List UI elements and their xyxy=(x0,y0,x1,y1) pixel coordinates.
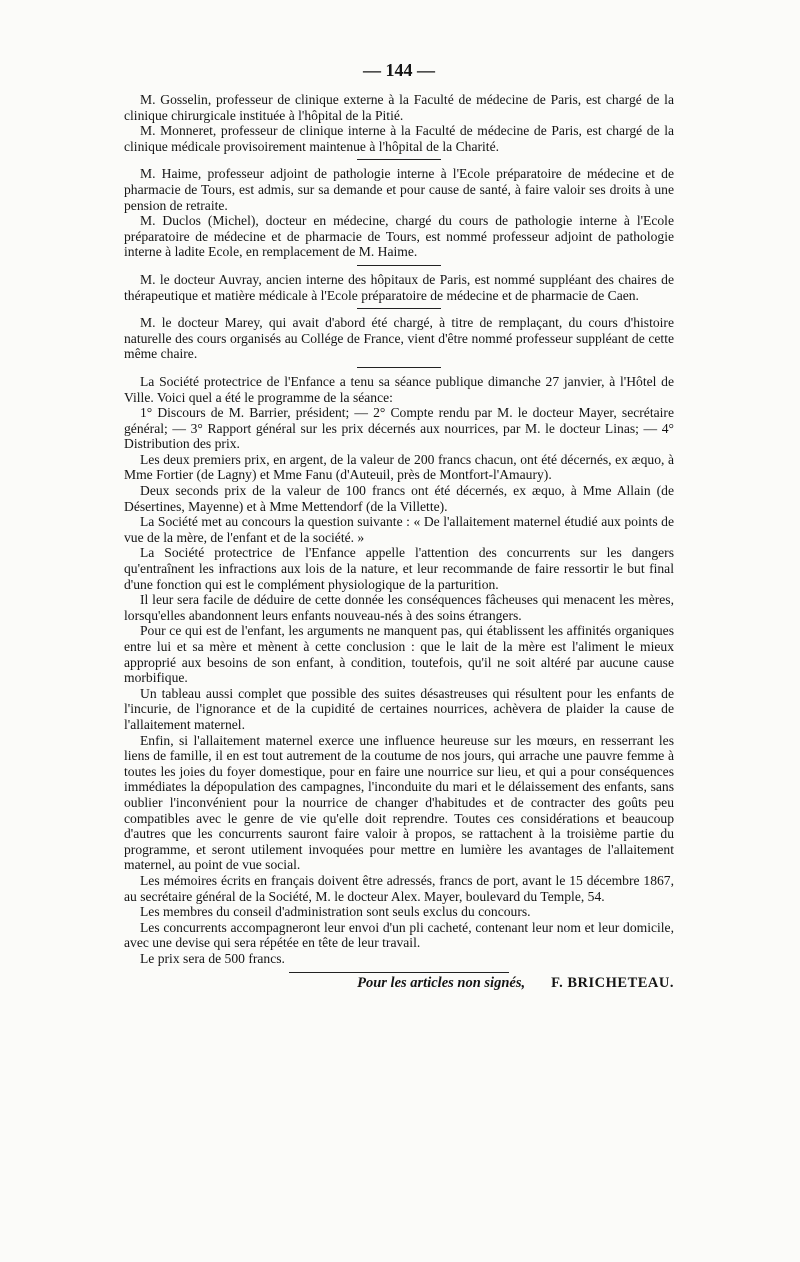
paragraph: M. Monneret, professeur de clinique interne à la Faculté de médecine de Paris, est chargé de la clinique médicale provisoirement maintenue à l'hôpital de la Charité. xyxy=(124,123,674,154)
news-section xyxy=(124,92,674,154)
paragraph: M. Duclos (Michel), docteur en médecine, chargé du cours de pathologie interne à l'Ecole préparatoire de médecine et de pharmacie de Tours, est nommé professeur adjoint de pathologie interne à ladite Ecole, en remplacement de M. Haime. xyxy=(124,213,674,260)
paragraph: Enfin, si l'allaitement maternel exerce une influence heureuse sur les mœurs, en resserrant les liens de famille, il en est tout autrement de la coutume de nos jours, qui arrache une pauvre femme à toutes les joies du foyer domestique, pour en faire une nourrice sur lieu, et qui a pour conséquences immédiates la dépopulation des campagnes, l'inconduite du mari et le délaissement des enfants, sans oublier l'inconvénient pour la nourrice de changer d'habitudes et de contracter des goûts peu compatibles avec le genre de vie qu'elle doit reprendre. Toutes ces considérations et beaucoup d'autres que les concurrents sauront faire valoir à propos, se rattachent à la troisième partie du programme, et seront utilement invoquées pour mettre en lumière les avantages de l'allaitement maternel, au point de vue social. xyxy=(124,732,674,873)
signature: F. BRICHETEAU. xyxy=(551,975,674,992)
paragraph: Pour ce qui est de l'enfant, les arguments ne manquent pas, qui établissent les affinités organiques entre lui et sa mère et mènent à cette conclusion : que le lait de la mère est l'aliment le mieux approprié aux besoins de son enfant, à condition, toutefois, qu'il ne soit altéré par aucune cause morbifique. xyxy=(124,623,674,686)
paragraph: Les mémoires écrits en français doivent être adressés, francs de port, avant le 15 décembre 1867, au secrétaire général de la Société, M. le docteur Alex. Mayer, boulevard du Temple, 54. xyxy=(124,872,674,904)
paragraph: M. Gosselin, professeur de clinique externe à la Faculté de médecine de Paris, est chargé de la clinique chirurgicale instituée à l'hôpital de la Pitié. xyxy=(124,92,674,123)
news-section xyxy=(124,374,674,967)
paragraph: M. le docteur Marey, qui avait d'abord été chargé, à titre de remplaçant, du cours d'histoire naturelle des cours organisés au Collége de France, vient d'être nommé professeur suppléant de cette même chaire. xyxy=(124,315,674,362)
document-page xyxy=(124,60,674,992)
news-section xyxy=(124,315,674,362)
paragraph: Il leur sera facile de déduire de cette donnée les conséquences fâcheuses qui menacent les mères, lorsqu'elles abandonnent leurs enfants nouveau-nés à des soins étrangers. xyxy=(124,592,674,623)
news-section xyxy=(124,272,674,303)
section-separator xyxy=(357,265,441,266)
paragraph: 1° Discours de M. Barrier, président; — 2° Compte rendu par M. le docteur Mayer, secrétaire général; — 3° Rapport général sur les prix décernés aux nourrices, par M. le docteur Linas; — 4° Distribution des prix. xyxy=(124,405,674,452)
footer-label: Pour les articles non signés, xyxy=(357,975,526,992)
paragraph: M. Haime, professeur adjoint de pathologie interne à l'Ecole préparatoire de médecine et de pharmacie de Tours, est admis, sur sa demande et pour cause de santé, à faire valoir ses droits à une pension de retraite. xyxy=(124,166,674,213)
paragraph: Les concurrents accompagneront leur envoi d'un pli cacheté, contenant leur nom et leur domicile, avec une devise qui sera répétée en tête de leur travail. xyxy=(124,919,674,951)
page-number: — 144 — xyxy=(363,60,435,80)
paragraph: M. le docteur Auvray, ancien interne des hôpitaux de Paris, est nommé suppléant des chaires de thérapeutique et matière médicale à l'Ecole préparatoire de médecine et de pharmacie de Caen. xyxy=(124,271,674,303)
paragraph: Les deux premiers prix, en argent, de la valeur de 200 francs chacun, ont été décernés, ex æquo, à Mme Fortier (de Lagny) et Mme Fanu (d'Auteuil, près de Montfort-l'Amaury). xyxy=(124,451,674,483)
paragraph: La Société met au concours la question suivante : « De l'allaitement maternel étudié aux points de vue de la mère, de l'enfant et de la société. » xyxy=(124,514,674,545)
paragraph: La Société protectrice de l'Enfance appelle l'attention des concurrents sur les dangers qu'entraînent les infractions aux lois de la nature, et leur recommande de faire ressortir le but final d'une fonction qui est le complément physiologique de la parturition. xyxy=(124,545,674,592)
news-section xyxy=(124,166,674,260)
section-separator xyxy=(357,308,441,309)
paragraph: Les membres du conseil d'administration sont seuls exclus du concours. xyxy=(140,904,531,920)
paragraph: La Société protectrice de l'Enfance a tenu sa séance publique dimanche 27 janvier, à l'Hôtel de Ville. Voici quel a été le programme de la séance: xyxy=(124,373,674,405)
document-body xyxy=(124,92,674,966)
paragraph: Deux seconds prix de la valeur de 100 francs ont été décernés, ex æquo, à Mme Allain (de Désertines, Mayenne) et à Mme Mettendorf (de la Villette). xyxy=(124,483,674,514)
footer-rule xyxy=(289,972,509,973)
section-separator xyxy=(357,367,441,368)
section-separator xyxy=(357,159,441,160)
paragraph: Le prix sera de 500 francs. xyxy=(140,950,285,966)
footer xyxy=(124,976,674,992)
paragraph: Un tableau aussi complet que possible des suites désastreuses qui résultent pour les enfants de l'incurie, de l'ignorance et de la cupidité de certaines nourrices, achèvera de plaider la cause de l'allaitement maternel. xyxy=(124,685,674,732)
